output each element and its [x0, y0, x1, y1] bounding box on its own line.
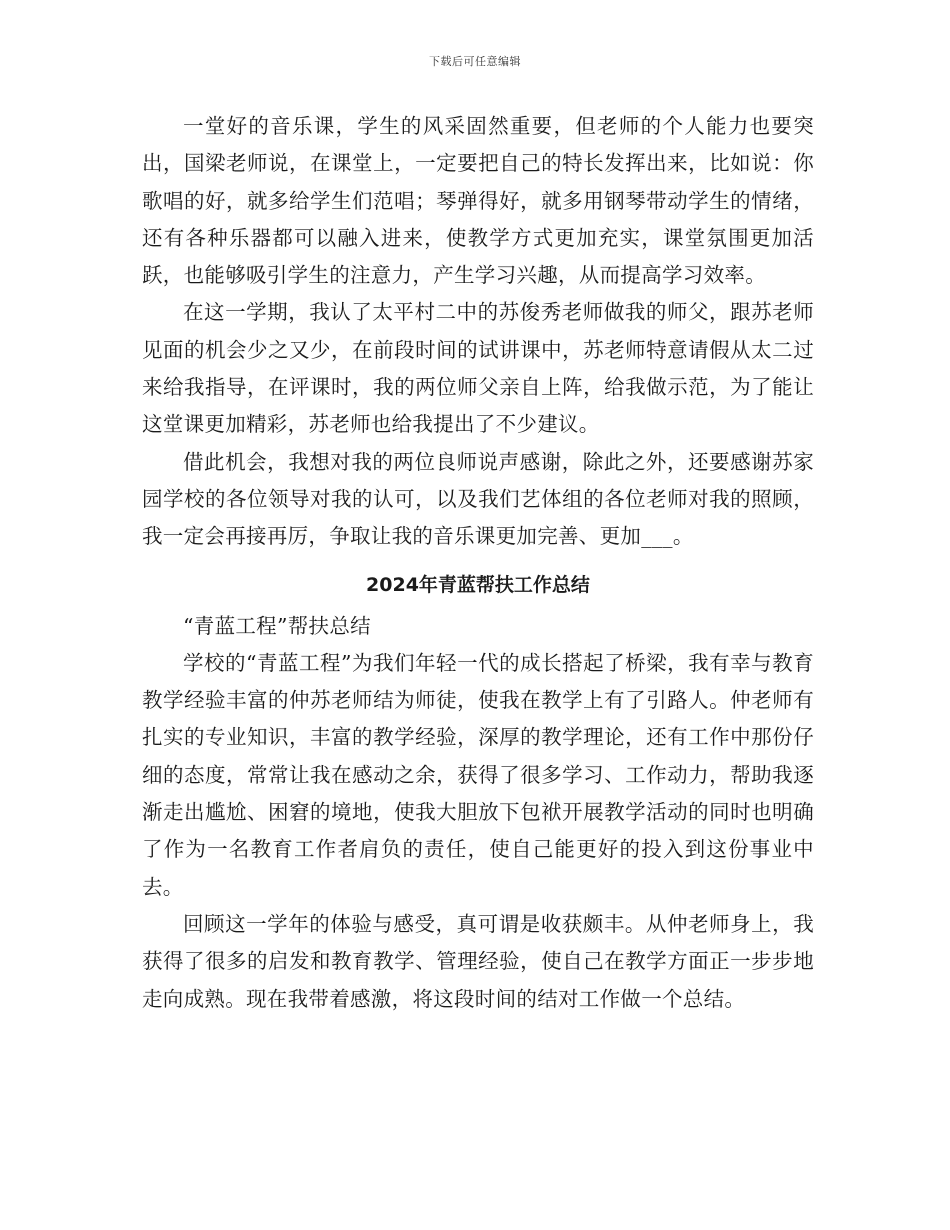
document-body [142, 108, 814, 1018]
section-title: 2024年青蓝帮扶工作总结 [366, 573, 590, 596]
page-header: 下载后可任意编辑 [429, 55, 521, 68]
paragraph-mentor-su: 在这一学期，我认了太平村二中的苏俊秀老师做我的师父，跟苏老师见面的机会少之又少，在前段时间的试讲课中，苏老师特意请假从太二过来给我指导，在评课时，我的两位师父亲自上阵，给我做示范，为了能让这堂课更加精彩，苏老师也给我提出了不少建议。 [142, 300, 814, 437]
paragraph-thanks: 借此机会，我想对我的两位良师说声感谢，除此之外，还要感谢苏家园学校的各位领导对我的认可，以及我们艺体组的各位老师对我的照顾，我一定会再接再厉，争取让我的音乐课更加完善、更加___。 [142, 449, 814, 549]
paragraph-review: 回顾这一学年的体验与感受，真可谓是收获颇丰。从仲老师身上，我获得了很多的启发和教育教学、管理经验，使自己在教学方面正一步步地走向成熟。现在我带着感激，将这段时间的结对工作做一个总结。 [142, 911, 814, 1011]
paragraph-qinglan-project: 学校的“青蓝工程”为我们年轻一代的成长搭起了桥梁，我有幸与教育教学经验丰富的仲苏老师结为师徒，使我在教学上有了引路人。仲老师有扎实的专业知识，丰富的教学经验，深厚的教学理论，还有工作中那份仔细的态度，常常让我在感动之余，获得了很多学习、工作动力，帮助我逐渐走出尴尬、困窘的境地，使我大胆放下包袱开展教学活动的同时也明确了作为一名教育工作者肩负的责任，使自己能更好的投入到这份事业中去。 [142, 650, 814, 899]
section-subtitle: “青蓝工程”帮扶总结 [183, 613, 371, 638]
paragraph-music-class: 一堂好的音乐课，学生的风采固然重要，但老师的个人能力也要突出，国梁老师说，在课堂上，一定要把自己的特长发挥出来，比如说：你歌唱的好，就多给学生们范唱；琴弹得好，就多用钢琴带动学生的情绪，还有各种乐器都可以融入进来，使教学方式更加充实，课堂氛围更加活跃，也能够吸引学生的注意力，产生学习兴趣，从而提高学习效率。 [142, 114, 814, 288]
